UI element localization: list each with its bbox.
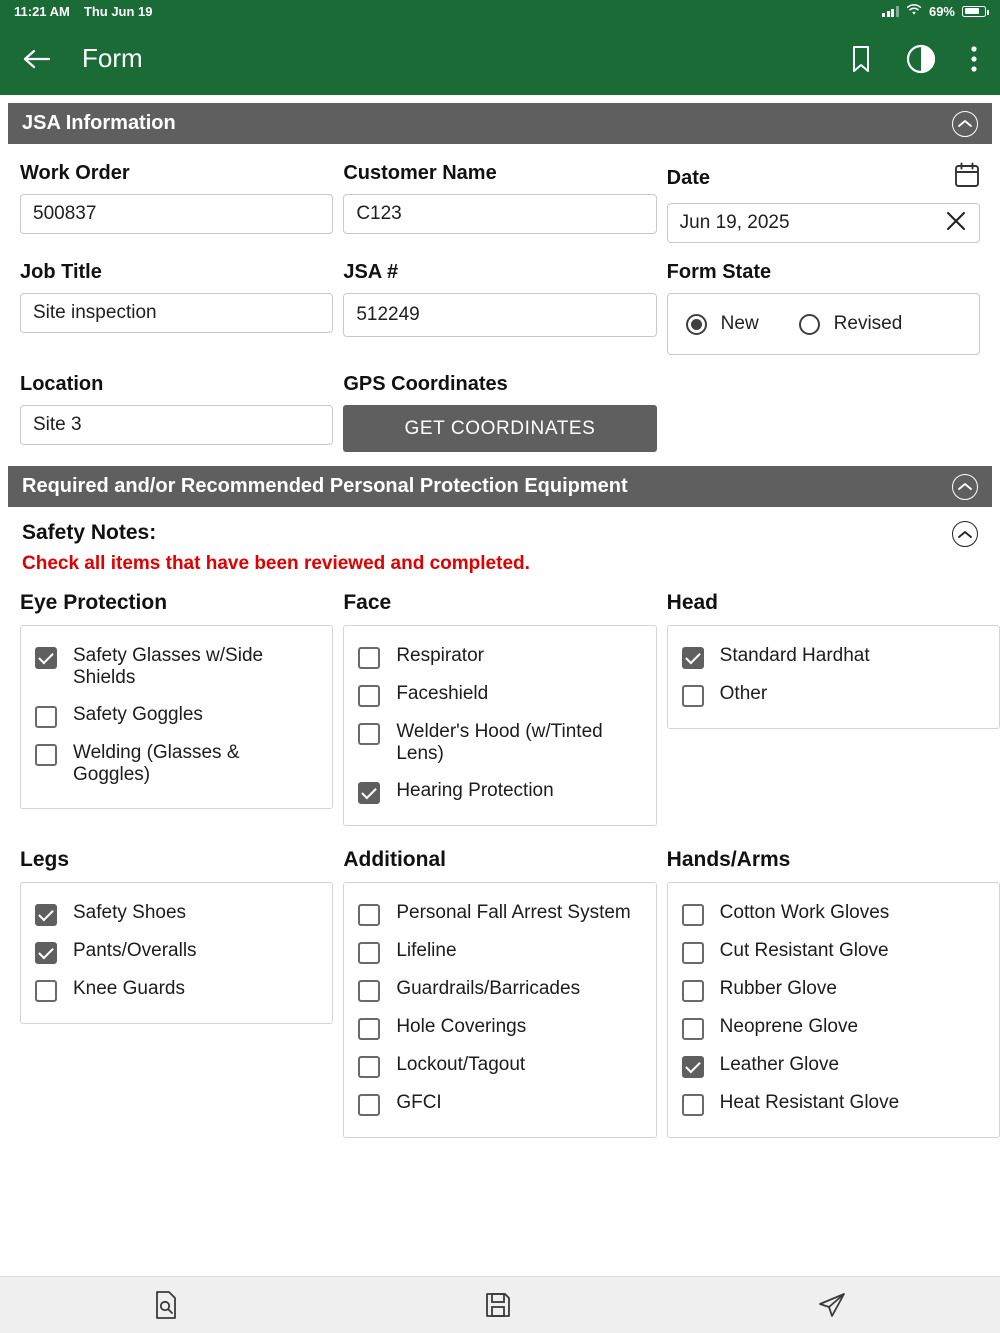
checkbox-icon[interactable] <box>35 647 57 669</box>
wifi-icon <box>906 4 922 19</box>
date-value: Jun 19, 2025 <box>679 212 790 233</box>
checkbox-label: Rubber Glove <box>719 977 837 999</box>
checkbox-icon[interactable] <box>682 980 704 1002</box>
checkbox-row[interactable] <box>35 735 318 794</box>
job-title-value: Site inspection <box>33 302 157 323</box>
checkbox-icon[interactable] <box>358 904 380 926</box>
checkbox-row[interactable] <box>358 638 641 676</box>
safety-notes-label: Safety Notes: <box>22 521 157 544</box>
section-header-jsa[interactable] <box>8 103 992 144</box>
radio-new-label: New <box>720 313 759 334</box>
ppe-group-title: Additional <box>343 847 446 871</box>
radio-revised-label: Revised <box>833 313 903 334</box>
ppe-group-title: Eye Protection <box>20 591 168 614</box>
status-date: Thu Jun 19 <box>83 3 153 19</box>
ppe-group-title: Hands/Arms <box>666 847 791 871</box>
checkbox-label: Cut Resistant Glove <box>719 939 889 961</box>
ppe-group-eye-protection <box>20 591 333 826</box>
checkbox-row[interactable] <box>35 933 318 971</box>
ppe-group-title: Face <box>343 591 392 614</box>
checkbox-icon[interactable] <box>35 980 57 1002</box>
checkbox-label: Hearing Protection <box>396 779 554 801</box>
checkbox-row[interactable] <box>358 714 641 773</box>
checkbox-icon[interactable] <box>358 980 380 1002</box>
checkbox-icon[interactable] <box>358 723 380 745</box>
jsa-row-2 <box>0 243 1000 355</box>
checkbox-row[interactable] <box>682 1047 985 1085</box>
safety-warning-text: Check all items that have been reviewed and completed. <box>22 553 530 574</box>
ppe-group-face <box>343 591 656 826</box>
checkbox-row[interactable] <box>358 676 641 714</box>
collapse-safety-notes-icon[interactable] <box>952 521 978 547</box>
checkbox-row[interactable] <box>358 933 641 971</box>
checkbox-label: Cotton Work Gloves <box>719 901 890 923</box>
checkbox-label: Other <box>719 683 768 704</box>
checkbox-label: Lockout/Tagout <box>396 1053 526 1075</box>
ppe-group-hands-arms <box>667 848 980 1138</box>
label-date <box>667 162 980 194</box>
checkbox-label: Safety Glasses w/Side Shields <box>73 645 264 689</box>
field-gps <box>343 373 656 452</box>
label-work-order: Work Order <box>20 162 130 184</box>
checkbox-row[interactable] <box>35 638 318 697</box>
arrow-left-icon[interactable] <box>22 47 52 71</box>
customer-name-value: C123 <box>356 203 402 224</box>
field-work-order <box>20 162 333 243</box>
jsa-number-value: 512249 <box>356 304 420 325</box>
ppe-grid-row-2 <box>0 848 1000 1138</box>
work-order-input[interactable] <box>20 194 333 234</box>
checkbox-icon[interactable] <box>35 904 57 926</box>
job-title-input[interactable] <box>20 293 333 333</box>
app-bar <box>0 22 1000 95</box>
document-search-icon[interactable] <box>153 1290 179 1320</box>
label-location: Location <box>20 373 104 395</box>
checkbox-icon[interactable] <box>682 1018 704 1040</box>
field-location <box>20 373 333 452</box>
bookmark-icon[interactable] <box>850 45 872 73</box>
jsa-row-1 <box>0 144 1000 243</box>
battery-icon <box>962 6 986 17</box>
checkbox-icon[interactable] <box>682 1056 704 1078</box>
checkbox-row[interactable] <box>35 971 318 1009</box>
checkbox-row[interactable] <box>358 1009 641 1047</box>
checkbox-label: Standard Hardhat <box>719 645 870 666</box>
checkbox-row[interactable] <box>682 971 985 1009</box>
checkbox-label: Respirator <box>396 645 484 666</box>
checkbox-icon[interactable] <box>35 706 57 728</box>
checkbox-icon[interactable] <box>35 942 57 964</box>
field-form-state <box>667 261 980 355</box>
ppe-group-additional <box>343 848 656 1138</box>
checkbox-label: Heat Resistant Glove <box>719 1091 900 1113</box>
checkbox-label: Lifeline <box>396 939 457 961</box>
field-job-title <box>20 261 333 355</box>
save-icon[interactable] <box>484 1291 512 1319</box>
checkbox-label: Guardrails/Barricades <box>396 977 581 999</box>
field-customer-name <box>343 162 656 243</box>
ppe-group-head <box>667 591 980 826</box>
page-title: Form <box>82 43 143 73</box>
label-form-state: Form State <box>666 261 772 283</box>
label-job-title: Job Title <box>20 261 102 283</box>
checkbox-row[interactable] <box>682 638 985 676</box>
checkbox-row[interactable] <box>682 1009 985 1047</box>
checkbox-label: Safety Shoes <box>73 901 187 923</box>
label-date-text: Date <box>666 166 711 189</box>
checkbox-label: Faceshield <box>396 683 489 704</box>
checkbox-icon[interactable] <box>358 647 380 669</box>
section-title-jsa: JSA Information <box>22 112 176 134</box>
checkbox-icon[interactable] <box>358 1056 380 1078</box>
checkbox-icon[interactable] <box>358 1018 380 1040</box>
checkbox-row[interactable] <box>35 895 318 933</box>
checkbox-row[interactable] <box>682 895 985 933</box>
field-date <box>667 162 980 243</box>
checkbox-icon[interactable] <box>35 744 57 766</box>
form-state-radio-group <box>667 293 980 355</box>
jsa-row-3 <box>0 355 1000 452</box>
radio-revised[interactable] <box>799 314 820 335</box>
battery-percent: 69% <box>928 3 955 19</box>
work-order-value: 500837 <box>33 203 97 224</box>
jsa-number-input[interactable] <box>343 293 656 337</box>
collapse-ppe-icon[interactable] <box>952 474 978 500</box>
checkbox-label: GFCI <box>396 1091 442 1113</box>
status-time: 11:21 AM <box>14 3 70 19</box>
checkbox-row[interactable] <box>682 933 985 971</box>
checkbox-icon[interactable] <box>358 1094 380 1116</box>
checkbox-label: Welding (Glasses & Goggles) <box>73 741 240 786</box>
location-value: Site 3 <box>33 414 82 435</box>
more-vertical-icon[interactable] <box>970 45 978 73</box>
ppe-group-title: Legs <box>20 847 70 871</box>
checkbox-icon[interactable] <box>682 904 704 926</box>
radio-new[interactable] <box>686 314 707 335</box>
location-input[interactable] <box>20 405 333 445</box>
clear-date-icon[interactable] <box>945 210 967 236</box>
checkbox-row[interactable] <box>35 697 318 735</box>
date-input[interactable] <box>667 203 980 243</box>
status-bar <box>0 0 1000 22</box>
section-title-ppe: Required and/or Recommended Personal Protection Equipment <box>22 475 628 497</box>
checkbox-icon[interactable] <box>358 782 380 804</box>
section-header-ppe[interactable] <box>8 466 992 507</box>
signal-icon <box>882 6 899 17</box>
collapse-jsa-icon[interactable] <box>952 111 978 137</box>
ppe-group-title: Head <box>666 591 719 614</box>
checkbox-label: Knee Guards <box>73 977 185 999</box>
get-coordinates-button[interactable]: GET COORDINATES <box>343 405 656 452</box>
checkbox-icon[interactable] <box>358 685 380 707</box>
checkbox-label: Safety Goggles <box>73 703 203 725</box>
checkbox-icon[interactable] <box>682 685 704 707</box>
checkbox-label: Pants/Overalls <box>73 939 197 961</box>
checkbox-label: Leather Glove <box>719 1053 840 1075</box>
checkbox-icon[interactable] <box>682 942 704 964</box>
label-jsa-number: JSA # <box>343 261 399 283</box>
checkbox-icon[interactable] <box>682 1094 704 1116</box>
ppe-grid-row-1 <box>0 591 1000 826</box>
checkbox-label: Personal Fall Arrest System <box>396 901 631 923</box>
label-customer-name: Customer Name <box>343 162 497 184</box>
label-gps: GPS Coordinates <box>343 373 508 395</box>
ppe-group-legs <box>20 848 333 1138</box>
checkbox-row[interactable] <box>682 1085 985 1123</box>
checkbox-row[interactable] <box>358 773 641 811</box>
checkbox-row[interactable] <box>358 1085 641 1123</box>
safety-notes-row <box>0 507 1000 547</box>
checkbox-label: Hole Coverings <box>396 1015 527 1037</box>
customer-name-input[interactable] <box>343 194 656 234</box>
contrast-icon[interactable] <box>906 44 936 74</box>
checkbox-label: Welder's Hood (w/Tinted Lens) <box>396 721 603 765</box>
form-content <box>0 95 1000 1276</box>
calendar-icon[interactable] <box>954 162 980 194</box>
send-icon[interactable] <box>817 1291 847 1319</box>
checkbox-row[interactable] <box>358 1047 641 1085</box>
checkbox-row[interactable] <box>358 971 641 1009</box>
bottom-toolbar <box>0 1276 1000 1333</box>
checkbox-row[interactable] <box>682 676 985 714</box>
field-jsa-number <box>343 261 656 355</box>
checkbox-icon[interactable] <box>358 942 380 964</box>
checkbox-row[interactable] <box>358 895 641 933</box>
checkbox-icon[interactable] <box>682 647 704 669</box>
checkbox-label: Neoprene Glove <box>719 1015 859 1037</box>
